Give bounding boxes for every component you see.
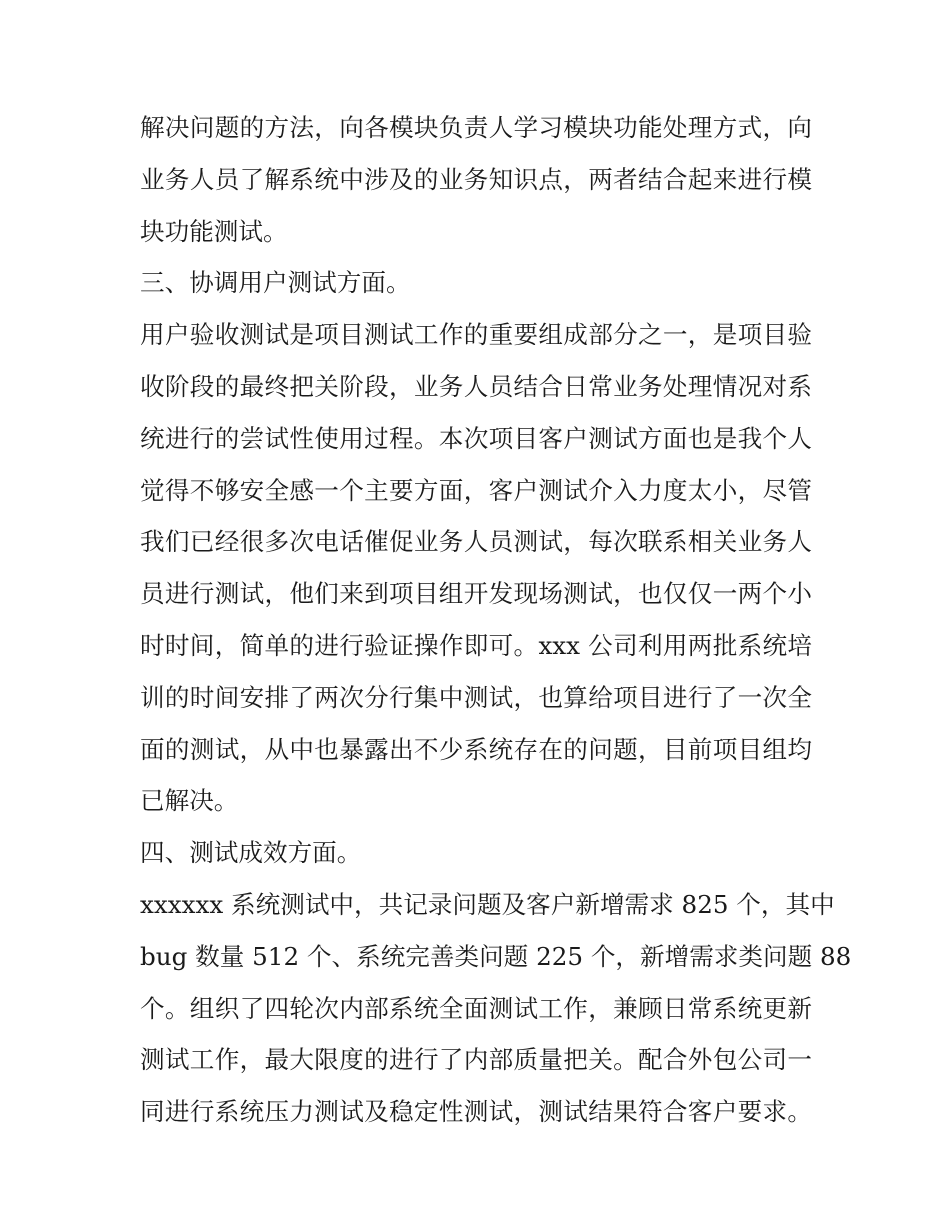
text-line: 用户验收测试是项目测试工作的重要组成部分之一，是项目验 (140, 320, 812, 350)
document-body (140, 102, 852, 1138)
text-line: 块功能测试。 (140, 216, 288, 246)
text-line: 面的测试，从中也暴露出不少系统存在的问题，目前项目组均 (140, 734, 812, 764)
text-line: 我们已经很多次电话催促业务人员测试，每次联系相关业务人 (140, 527, 812, 557)
text-line: 测试工作，最大限度的进行了内部质量把关。配合外包公司一 (140, 1045, 812, 1075)
section-heading: 四、测试成效方面。 (140, 838, 362, 868)
text-line: xxxxxx 系统测试中，共记录问题及客户新增需求 825 个，其中 (140, 889, 835, 919)
text-line: 个。组织了四轮次内部系统全面测试工作，兼顾日常系统更新 (140, 993, 812, 1023)
text-line: 同进行系统压力测试及稳定性测试，测试结果符合客户要求。 (140, 1097, 812, 1127)
text-line: 觉得不够安全感一个主要方面，客户测试介入力度太小，尽管 (140, 475, 812, 505)
text-line: 解决问题的方法，向各模块负责人学习模块功能处理方式，向 (140, 113, 812, 142)
text-line: 统进行的尝试性使用过程。本次项目客户测试方面也是我个人 (140, 423, 812, 453)
text-line: 员进行测试，他们来到项目组开发现场测试，也仅仅一两个小 (140, 579, 812, 609)
text-line: 收阶段的最终把关阶段，业务人员结合日常业务处理情况对系 (140, 371, 812, 401)
text-line: 业务人员了解系统中涉及的业务知识点，两者结合起来进行模 (140, 164, 812, 194)
text-line: bug 数量 512 个、系统完善类问题 225 个，新增需求类问题 88 (140, 941, 852, 971)
section-heading: 三、协调用户测试方面。 (140, 268, 411, 298)
text-line: 已解决。 (140, 786, 239, 816)
text-line: 训的时间安排了两次分行集中测试，也算给项目进行了一次全 (140, 682, 812, 712)
text-line: 时时间，简单的进行验证操作即可。xxx 公司利用两批系统培 (140, 630, 812, 660)
